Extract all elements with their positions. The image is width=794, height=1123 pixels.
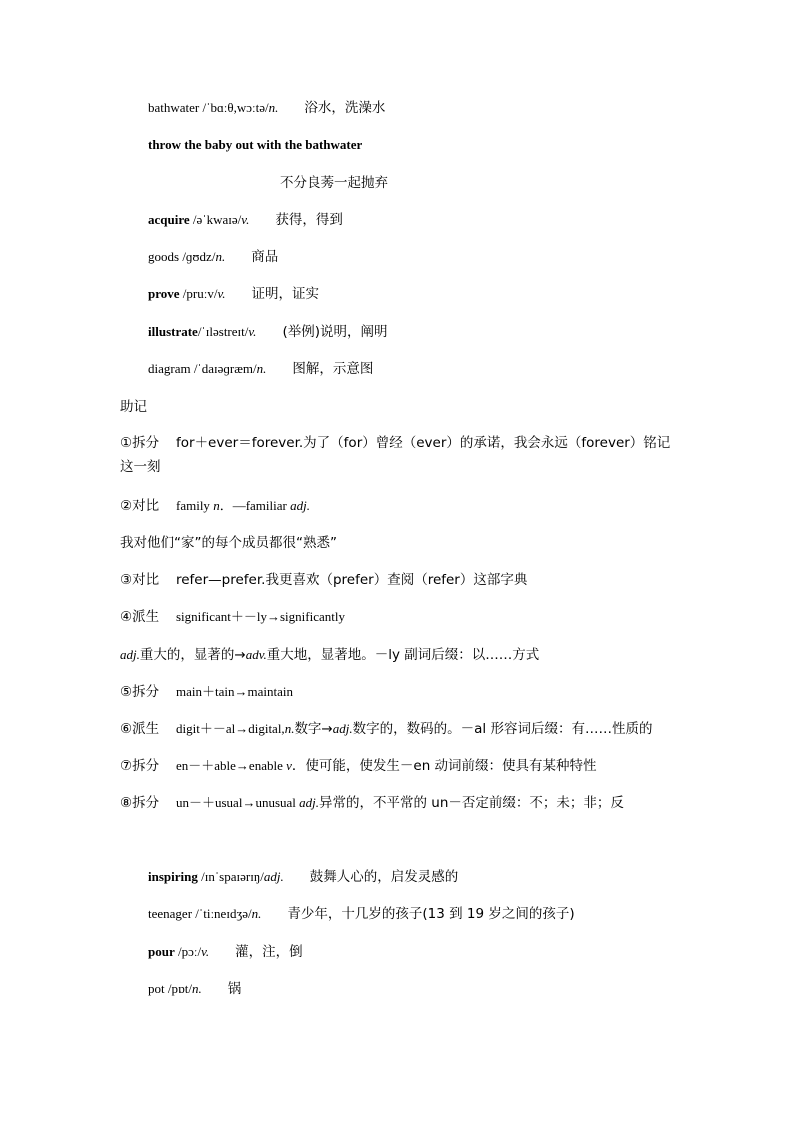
vocab-meaning: 证明，证实 — [251, 286, 320, 302]
mnemonic-6 — [120, 720, 652, 738]
mnemonic-pos: n. — [284, 721, 295, 736]
mnemonic-pos: adj. — [299, 795, 320, 810]
mnemonic-text: ．使可能，使发生－en 动词前缀：使具有某种特性 — [291, 758, 597, 774]
vocab-word: illustrate — [148, 324, 198, 339]
vocab-entry-teenager — [148, 905, 575, 923]
vocab-entry-illustrate — [148, 323, 387, 341]
vocab-entry-idiom-meaning — [280, 174, 388, 192]
vocab-pron: /ˈɪləstreɪt/ — [197, 324, 249, 339]
mnemonic-label: ③对比 — [120, 572, 160, 588]
mnemonic-text: digit＋－al→digital, — [176, 721, 285, 736]
vocab-meaning: 商品 — [251, 249, 279, 265]
vocab-pron: /pruːv/ — [179, 286, 218, 301]
vocab-pron: /ɪnˈspaɪərɪŋ/ — [197, 869, 264, 884]
mnemonic-label: ⑧拆分 — [120, 795, 160, 811]
vocab-meaning: 浴水，洗澡水 — [304, 100, 386, 116]
mnemonic-label: ④派生 — [120, 609, 160, 625]
vocab-entry-acquire — [148, 211, 343, 229]
mnemonic-label: ⑥派生 — [120, 721, 160, 737]
vocab-pos: v. — [248, 324, 257, 339]
vocab-meaning: 获得，得到 — [275, 212, 343, 228]
vocab-entry-idiom — [148, 136, 362, 154]
mnemonic-4 — [120, 608, 345, 626]
mnemonic-text: en－＋able→enable — [176, 758, 287, 773]
vocab-meaning: 不分良莠一起抛弃 — [280, 175, 388, 191]
mnemonic-heading: 助记 — [120, 399, 147, 415]
vocab-word: throw the baby out with the bathwater — [148, 137, 363, 152]
vocab-meaning: 青少年，十几岁的孩子(13 到 19 岁之间的孩子) — [287, 906, 575, 922]
vocab-pos: n. — [251, 906, 262, 921]
vocab-word: acquire — [148, 212, 190, 227]
mnemonic-text: ．—familiar — [219, 498, 291, 513]
mnemonic-pos: adv. — [245, 647, 267, 662]
mnemonic-text: 数字→ — [294, 721, 333, 737]
vocab-word: inspiring — [148, 869, 198, 884]
vocab-entry-pour — [148, 943, 303, 961]
vocab-pos: v. — [201, 944, 210, 959]
mnemonic-label: ⑦拆分 — [120, 758, 160, 774]
mnemonic-pos: adj. — [332, 721, 353, 736]
vocab-entry-diagram — [148, 360, 373, 378]
mnemonic-2-note: 我对他们“家”的每个成员都很“熟悉” — [120, 535, 337, 551]
mnemonic-text: 重大地，显著地。－ly 副词后缀：以……方式 — [266, 647, 540, 663]
vocab-pos: v. — [217, 286, 226, 301]
mnemonic-text: significant＋－ly→significantly — [176, 609, 345, 624]
mnemonic-pos: n — [213, 498, 220, 513]
vocab-entry-goods — [148, 248, 278, 266]
vocab-pron: /pɔː/ — [174, 944, 202, 959]
vocab-pron: /ˈtiːneɪdʒə/ — [192, 906, 252, 921]
mnemonic-label: ⑤拆分 — [120, 684, 160, 700]
mnemonic-4-note — [120, 646, 539, 664]
mnemonic-text: 重大的，显著的→ — [139, 647, 246, 663]
mnemonic-text: 数字的，数码的。－al 形容词后缀：有……性质的 — [352, 721, 653, 737]
vocab-word: diagram — [148, 361, 191, 376]
mnemonic-5 — [120, 683, 293, 701]
mnemonic-text: family — [176, 498, 214, 513]
vocab-meaning: 锅 — [227, 981, 242, 997]
mnemonic-text: for＋ever＝forever.为了（for）曾经（ever）的承诺，我会永远（forever）铭记这一刻 — [120, 435, 671, 475]
vocab-word: goods — [148, 249, 180, 264]
mnemonic-1 — [120, 431, 680, 479]
vocab-word: teenager — [148, 906, 193, 921]
vocab-pron: /ɡʊdz/ — [179, 249, 216, 264]
mnemonic-7 — [120, 757, 597, 775]
mnemonic-pos: adj. — [120, 647, 140, 662]
mnemonic-text: un－＋usual→unusual — [176, 795, 300, 810]
vocab-pron: /əˈkwaɪə/ — [189, 212, 242, 227]
mnemonic-label: ②对比 — [120, 498, 160, 514]
mnemonic-text: main＋tain→maintain — [176, 684, 293, 699]
vocab-meaning: 图解，示意图 — [292, 361, 374, 377]
vocab-entry-bathwater — [148, 99, 385, 117]
vocab-meaning: (举例)说明，阐明 — [282, 324, 388, 340]
mnemonic-text: refer—prefer.我更喜欢（prefer）查阅（refer）这部字典 — [176, 572, 528, 588]
mnemonic-pos: adj. — [290, 498, 310, 513]
vocab-pos: n. — [256, 361, 267, 376]
vocab-meaning: 鼓舞人心的，启发灵感的 — [309, 869, 459, 885]
mnemonic-label: ①拆分 — [120, 435, 160, 451]
vocab-pron: /pɒt/ — [164, 981, 193, 996]
vocab-word: prove — [148, 286, 180, 301]
vocab-entry-inspiring — [148, 868, 458, 886]
mnemonic-text: 异常的，不平常的 un－否定前缀：不；未；非；反 — [319, 795, 624, 811]
vocab-pos: n. — [192, 981, 202, 996]
vocab-word: pot — [148, 981, 165, 996]
vocab-entry-prove — [148, 285, 319, 303]
mnemonic-pos: v — [286, 758, 292, 773]
mnemonic-3 — [120, 571, 527, 589]
vocab-pron: /ˈdaɪəɡræm/ — [190, 361, 257, 376]
mnemonic-2 — [120, 497, 310, 515]
vocab-meaning: 灌，注，倒 — [235, 944, 303, 960]
vocab-word: bathwater — [148, 100, 200, 115]
mnemonic-8 — [120, 794, 624, 812]
vocab-entry-pot — [148, 980, 241, 998]
vocab-pos: v. — [241, 212, 250, 227]
vocab-pos: n. — [268, 100, 279, 115]
vocab-pos: n. — [215, 249, 226, 264]
vocab-pron: /ˈbɑːθ,wɔːtə/ — [199, 100, 269, 115]
vocab-word: pour — [148, 944, 175, 959]
vocab-pos: adj. — [263, 869, 284, 884]
